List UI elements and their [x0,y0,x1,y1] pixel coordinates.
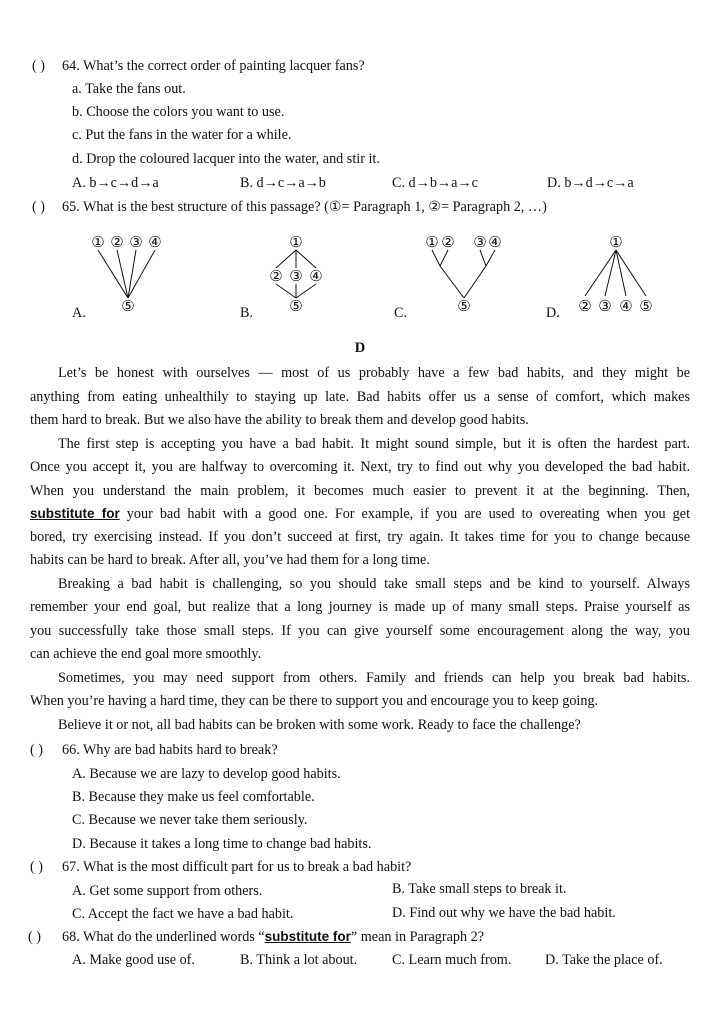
underlined-phrase: substitute for [264,929,351,944]
passage-p1-line3: them hard to break. But we also have the ability to break them and develop good habits. [30,412,529,428]
node-4: ④ [619,297,633,315]
diagram-label-a: A. [72,305,86,321]
passage-p2-line2: Once you accept it, you are halfway to overcoming it. Next, try to find out why you developed the bad habit. [30,459,690,475]
option-d: D. Because it takes a long time to change bad habits. [72,836,372,852]
option-d: D. Take the place of. [545,952,663,968]
step-b: b. Choose the colors you want to use. [72,104,285,120]
passage-p1-line2: anything from eating unhealthily to staying up late. Bad habits offer us a sense of comfort, which makes [30,389,690,405]
node-3: ③ [598,297,612,315]
node-2: ② [578,297,592,315]
passage-p2-line6: habits can be hard to break. After all, you’ve had them for a long time. [30,552,430,568]
structure-diagram-d [575,232,665,322]
structure-diagram-b [262,232,332,322]
answer-blank: ( ) [30,859,43,875]
structure-diagram-c [420,232,510,322]
passage-p5: Believe it or not, all bad habits can be broken with some work. Ready to face the challenge? [58,717,581,733]
option-b: B. Take small steps to break it. [392,881,567,897]
passage-p3-line4: can achieve the end goal more smoothly. [30,646,262,662]
passage-p3-line1: Breaking a bad habit is challenging, so you should take small steps and be kind to yourself. Always [58,576,690,592]
step-d: d. Drop the coloured lacquer into the water, and stir it. [72,151,380,167]
option-b: B. Think a lot about. [240,952,358,968]
node-5: ⑤ [289,297,303,315]
node-4: ④ [148,233,162,251]
node-5: ⑤ [457,297,471,315]
question-68-stem-end: ” mean in Paragraph 2? [350,929,485,945]
option-c: C. d→b→a→c [392,175,478,191]
step-c: c. Put the fans in the water for a while. [72,127,292,143]
node-4: ④ [309,267,323,285]
node-3: ③ [129,233,143,251]
node-3: ③ [289,267,303,285]
question-64-stem: 64. What’s the correct order of painting lacquer fans? [62,58,365,74]
node-3: ③ [473,233,487,251]
underlined-phrase: substitute for [30,506,120,521]
structure-diagram-a [88,232,178,322]
passage-p2-line3: When you understand the main problem, it becomes much easier to prevent it at the beginning. Then, [30,483,690,499]
passage-p3-line2: remember your end goal, but realize that a long journey is made up of many small steps. Praise yourself as [30,599,690,615]
section-heading: D [354,340,366,356]
node-2: ② [269,267,283,285]
option-a: A. Get some support from others. [72,883,263,899]
node-1: ① [609,233,623,251]
question-65-stem: 65. What is the best structure of this passage? (①= Paragraph 1, ②= Paragraph 2, …) [62,199,547,215]
option-c: C. Because we never take them seriously. [72,812,308,828]
node-2: ② [441,233,455,251]
passage-p4-line2: When you’re having a hard time, they can be there to support you and encourage you to keep going. [30,693,599,709]
node-1: ① [425,233,439,251]
node-1: ① [289,233,303,251]
answer-blank: ( ) [32,199,45,215]
question-68-stem-start: 68. What do the underlined words “ [62,929,265,945]
passage-p2-line1: The first step is accepting you have a bad habit. It might sound simple, but it is often the hardest part. [58,436,690,452]
answer-blank: ( ) [32,58,45,74]
node-5: ⑤ [121,297,135,315]
option-a: A. b→c→d→a [72,175,159,191]
node-4: ④ [488,233,502,251]
option-c: C. Learn much from. [392,952,512,968]
passage-p2-line5: bored, try exercising instead. If you don’t succeed at first, try again. It takes time for you to change because [30,529,690,545]
diagram-label-d: D. [546,305,560,321]
option-b: B. d→c→a→b [240,175,326,191]
option-a: A. Make good use of. [72,952,195,968]
option-a: A. Because we are lazy to develop good habits. [72,766,341,782]
option-c: C. Accept the fact we have a bad habit. [72,906,294,922]
passage-p4-line1: Sometimes, you may need support from others. Family and friends can help you break bad habits. [58,670,690,686]
question-67-stem: 67. What is the most difficult part for us to break a bad habit? [62,859,412,875]
option-d: D. Find out why we have the bad habit. [392,905,616,921]
passage-p2-line4 [30,505,690,523]
passage-p1-line1: Let’s be honest with ourselves — most of us probably have a few bad habits, and they might be [58,365,690,381]
question-68-stem [62,928,484,946]
option-b: B. Because they make us feel comfortable. [72,789,315,805]
node-5: ⑤ [639,297,653,315]
passage-p2-line4-rest: your bad habit with a good one. For example, if you are used to overeating when you get [119,506,691,522]
question-66-stem: 66. Why are bad habits hard to break? [62,742,278,758]
passage-p3-line3: you successfully take those small steps. If you can give yourself some encouragement along the way, you [30,623,690,639]
answer-blank: ( ) [30,742,43,758]
answer-blank: ( ) [28,929,41,945]
diagram-label-c: C. [394,305,408,321]
diagram-label-b: B. [240,305,254,321]
node-1: ① [91,233,105,251]
option-d: D. b→d→c→a [547,175,634,191]
step-a: a. Take the fans out. [72,81,186,97]
node-2: ② [110,233,124,251]
